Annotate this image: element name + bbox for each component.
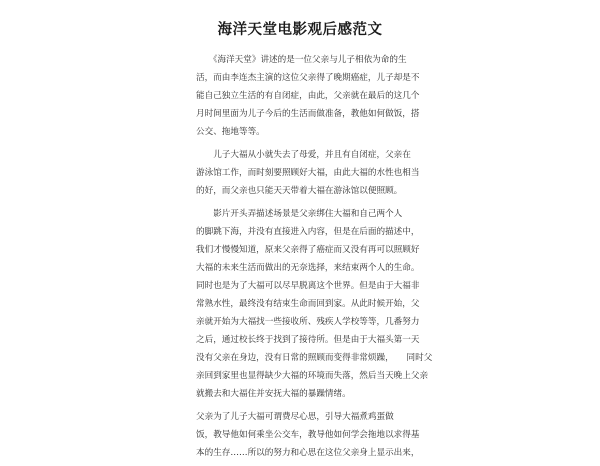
paragraph xyxy=(196,150,420,196)
text-line: 饭，教导他如何乘坐公交车，教导他如何学会拖地以求得基 xyxy=(196,430,420,440)
text-line: 公交、拖地等等。 xyxy=(196,127,265,137)
text-line: 本的生存……所以的努力和心思在这位父亲身上显示出来， xyxy=(196,448,420,458)
text-line: 同时也是为了大福可以尽早脱离这个世界。但是由于大福非 xyxy=(196,281,420,291)
text-line: 月时间里面为儿子今后的生活而做准备，教他如何做饭，搭 xyxy=(196,109,420,119)
page-title: 海洋天堂电影观后感范文 xyxy=(217,22,383,38)
text-line: 父亲为了儿子大福可谓费尽心思，引导大福煮鸡蛋做 xyxy=(196,412,394,422)
text-line: 能自己独立生活的有自闭症，由此，父亲就在最后的这几个 xyxy=(196,91,420,101)
text-line: 游泳馆工作，而时刻要照顾好大福，由此大福的水性也相当 xyxy=(196,168,420,178)
text-line: 的好，而父亲也只能天天带着大福在游泳馆以便照顾。 xyxy=(196,186,403,196)
text-line: 之后，通过校长终于找到了接待所。但是由于大福头第一天 xyxy=(196,335,420,345)
text-line: 亲回到家里也显得缺少大福的环境而失落，然后当天晚上父亲 xyxy=(196,371,429,381)
text-line: 常熟水性，最终没有结束生命而回到家。从此时候开始，父 xyxy=(196,299,420,309)
paragraph xyxy=(196,412,420,458)
text-line: 儿子大福从小就失去了母爱，并且有自闭症，父亲在 xyxy=(196,150,411,160)
paragraph xyxy=(196,209,433,399)
text-line: 亲就开始为大福找一些接收所、残疾人学校等等，几番努力 xyxy=(196,317,420,327)
article-body xyxy=(196,55,433,466)
text-line: 就搬去和大福住并安抚大福的暴躁情绪。 xyxy=(196,389,351,399)
text-line: 没有父亲在身边，没有日常的照顾而变得非常烦躁， 同时父 xyxy=(196,353,433,363)
text-line: 影片开头弄描述场景是父亲绑住大福和自己两个人 xyxy=(196,209,403,219)
text-line: 活，而由李连杰主演的这位父亲得了晚期癌症，儿子却是不 xyxy=(196,73,420,83)
text-line: 的脚跳下海，并没有直接进入内容，但是在后面的描述中， xyxy=(196,227,420,237)
paragraph xyxy=(196,55,420,137)
text-line: 大福的未来生活而做出的无奈选择，来结束两个人的生命。 xyxy=(196,263,420,273)
text-line: 我们才慢慢知道，原来父亲得了癌症而又没有再可以照顾好 xyxy=(196,245,420,255)
text-line: 《海洋天堂》讲述的是一位父亲与儿子相依为命的生 xyxy=(196,55,407,65)
